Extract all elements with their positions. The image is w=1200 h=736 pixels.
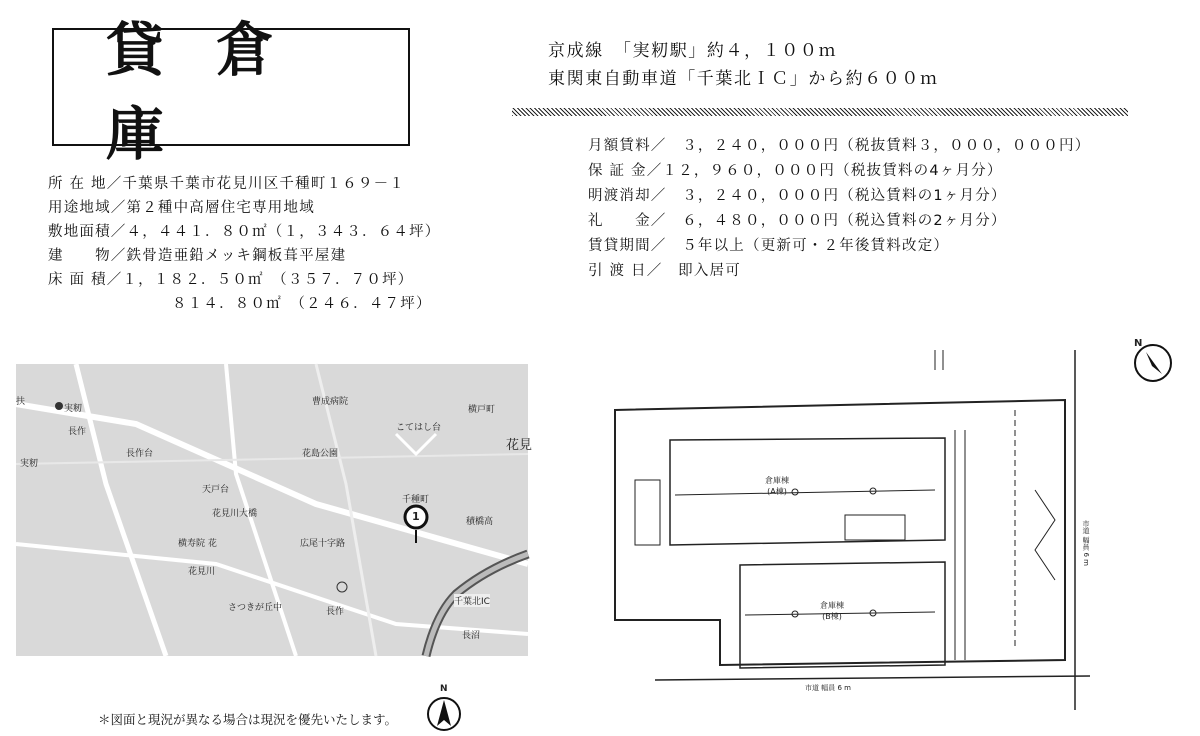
lease-term-line: 賃貸期間／ ５年以上（更新可・２年後賃料改定）: [588, 238, 950, 254]
floor-area-line-2: ８１４．８０㎡ （２４６．４７坪）: [172, 296, 432, 312]
plan-label-road-south: 市道 幅員 6 m: [805, 684, 851, 692]
map-label-mimomi-right: 実籾: [20, 459, 39, 469]
map-label-tendo: 天戸台: [202, 485, 230, 495]
hatched-divider: [512, 108, 1128, 116]
key-money-line: 礼 金／ ６，４８０，０００円（税込賃料の2ヶ月分）: [588, 213, 1007, 229]
map-label-hanashima-park: 花島公園: [302, 449, 339, 459]
map-label-kyokuseiin: 曹成病院: [312, 397, 349, 407]
location-line: 所 在 地／千葉県千葉市花見川区千種町１６９－１: [48, 176, 406, 192]
site-plan: [595, 350, 1100, 710]
map-label-tokoro: 横戸町: [468, 405, 496, 415]
plan-label-road-east: 市道 幅員 6 m: [1082, 520, 1090, 566]
map-label-chigusa: 千種町: [402, 495, 430, 505]
north-arrow-icon: [1132, 338, 1174, 384]
site-area-line: 敷地面積／４，４４１．８０㎡（１，３４３．６４坪）: [48, 224, 441, 240]
map-north-label: N: [440, 684, 448, 694]
map-label-kuwabashi: 積橋高: [466, 517, 494, 527]
map-north-arrow-icon: [424, 684, 464, 732]
plan-label-warehouse-b: 倉庫棟 (B棟): [820, 601, 844, 621]
site-plan-drawing: [595, 350, 1100, 710]
north-label: N: [1134, 338, 1143, 349]
map-label-satsukigaoka: さつきが丘中: [228, 603, 283, 613]
footnote: ＊図面と現況が異なる場合は現況を優先いたします。: [98, 712, 398, 727]
building-line: 建 物／鉄骨造亜鉛メッキ鋼板葺平屋建: [48, 248, 347, 264]
map-label-nagasaku: 長作: [68, 427, 87, 437]
map-label-hirokami: 広尾十字路: [300, 539, 346, 549]
floor-area-line-1: 床 面 積／１，１８２．５０㎡ （３５７．７０坪）: [48, 272, 414, 288]
map-label-hanamigawa-bridge: 花見川大橋: [212, 509, 258, 519]
rent-line: 月額賃料／ ３，２４０，０００円（税抜賃料３，０００，０００円）: [588, 138, 1091, 154]
map-label-ikuju: 横寿院 花: [178, 539, 217, 549]
map-label-kotehashi: こてはし台: [396, 423, 442, 433]
access-line-train: 京成線 「実籾駅」約４，１００ｍ: [548, 41, 838, 61]
map-label-hanami: 花見: [506, 438, 533, 453]
map-pin-number: 1: [412, 510, 420, 523]
page-title: 貸倉庫: [106, 16, 327, 168]
location-map: [16, 364, 533, 656]
depreciation-line: 明渡消却／ ３，２４０，０００円（税込賃料の1ヶ月分）: [588, 188, 1007, 204]
map-label-hanamigawa: 花見川: [188, 567, 216, 577]
zoning-line: 用途地域／第２種中高層住宅専用地域: [48, 200, 315, 216]
map-label-nagasaku2: 長作: [326, 607, 345, 617]
map-label-kanda: 長沼: [462, 631, 481, 641]
map-label-tai: 扶: [16, 397, 26, 407]
deposit-line: 保 証 金／１２，９６０，０００円（税抜賃料の4ヶ月分）: [588, 163, 1003, 179]
access-line-highway: 東関東自動車道「千葉北ＩＣ」から約６００ｍ: [548, 69, 939, 89]
plan-label-warehouse-a: 倉庫棟 (A棟): [765, 476, 789, 496]
delivery-line: 引 渡 日／ 即入居可: [588, 263, 741, 279]
map-label-nagasakudai: 長作台: [126, 449, 154, 459]
title-box: [52, 16, 410, 168]
map-label-ic: 千葉北IC: [454, 594, 490, 607]
map-label-mimomi: 実籾: [64, 404, 83, 414]
